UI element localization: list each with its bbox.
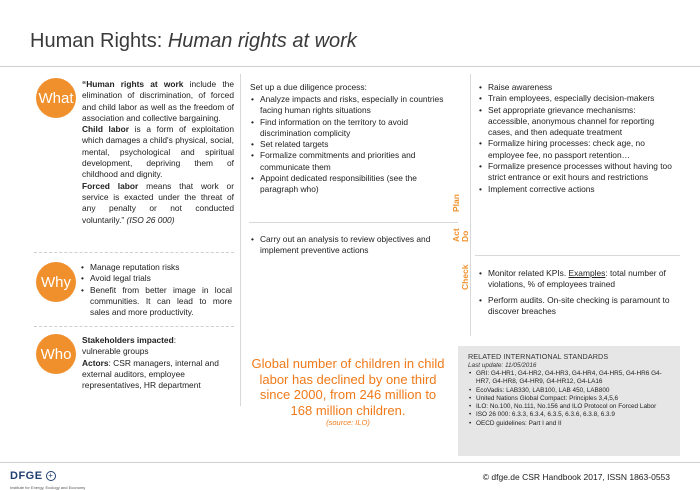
list-item: • Formalize commitments and priorities and communicate them [250,150,448,173]
list-item: • Formalize hiring processes: check age, no employee fee, no passport retention… [478,138,678,161]
footer-divider [0,462,700,463]
plan-label: Plan [451,194,461,212]
do-label: Do [460,230,470,242]
title-divider [0,66,700,67]
actors-label: Actors [82,357,109,368]
list-item: • Carry out an analysis to review objectives and implement preventive actions [250,234,450,257]
standards-heading: RELATED INTERNATIONAL STANDARDS [468,352,609,361]
what-p3-text: means that work or service is exacted under the threat of any penalty or not conducted voluntarily.” [82,180,234,225]
list-item: • United Nations Global Compact: Principles 3,4,5,6 [468,395,674,403]
list-item: • Perform audits. On-site checking is paramount to discover breaches [478,295,674,318]
stakeholders-value: vulnerable groups [82,346,149,357]
list-item: • Implement corrective actions [478,184,678,195]
who-icon [36,334,76,374]
plan-intro: Set up a due diligence process: [250,82,367,92]
what-source: (ISO 26 000) [126,214,175,225]
why-icon [36,262,76,302]
statistic-source: (source: ILO) [326,418,370,427]
do-check-divider [475,255,680,256]
logo-plus-icon: + [46,471,56,481]
what-p2-text: is a form of exploitation which damages a child's physical, social, mental, psychological and spiritual development, depriving them of childhood and dignity. [82,124,234,180]
dfge-logo [10,466,85,490]
examples-link[interactable]: Examples [568,268,606,278]
list-item: • Benefit from better image in local communities. It can lead to more sales and more productivity. [80,285,232,319]
do-list [478,82,678,195]
list-item: • Train employees, especially decision-makers [478,93,678,104]
standards-update: Last update: 11/05/2016 [468,362,537,369]
what-definition [82,79,234,226]
what-p3-bold: Forced labor [82,180,139,191]
why-list [80,262,232,318]
what-p2-bold: Child labor [82,124,130,135]
standards-list [468,370,674,428]
list-item: • ISO 26 000: 6.3.3, 6.3.4, 6.3.5, 6.3.6, 6.3.8, 6.3.9 [468,411,674,419]
check-list [478,268,674,321]
list-item: • Formalize presence processes without having too strict entrance or exit hours and restrictions [478,161,678,184]
check-label: Check [460,264,470,290]
stakeholders-colon: : [173,335,177,345]
list-item: • Manage reputation risks [80,262,232,273]
list-item: • Avoid legal trials [80,273,232,284]
why-icon-label: Why [41,273,71,291]
check-kpi-text-end: : total number of violations, % of employees trained [488,268,666,290]
check-kpi-text: Monitor related KPIs. [488,268,569,278]
list-item: • OECD guidelines: Part I and II [468,420,674,428]
child-labor-statistic [248,356,448,428]
list-item: • ILO: No.100, No.111, No.156 and ILO Protocol on Forced Labor [468,403,674,411]
what-why-divider [34,252,234,253]
statistic-text: Global number of children in child labor has declined by one third since 2000, from 246 million to 168 million children. [251,356,445,418]
title-plain: Human Rights: [30,30,168,52]
actors-value: : CSR managers, internal and external auditors, employee representatives, HR department [82,357,219,391]
standards-box [458,346,680,456]
what-icon-label: What [38,89,74,107]
list-item [478,268,674,291]
copyright-notice: © dfge.de CSR Handbook 2017, ISSN 1863-0553 [482,472,670,482]
title-italic: Human rights at work [167,30,357,52]
who-text [82,335,236,391]
act-list [250,234,450,257]
list-item: • Analyze impacts and risks, especially in countries facing human rights situations [250,94,448,117]
column-divider-right [470,74,471,336]
list-item: • Find information on the territory to avoid discrimination complicity [250,117,448,140]
act-label: Act [451,228,461,242]
who-icon-label: Who [40,345,72,363]
plan-list [250,94,448,196]
page-title [30,30,357,53]
why-who-divider [34,326,234,327]
list-item: • Raise awareness [478,82,678,93]
logo-text: DFGE [10,470,43,482]
column-divider-left [240,74,241,406]
plan-act-divider [249,222,458,223]
what-p1-bold: “Human rights at work [82,79,184,89]
list-item: • Set related targets [250,139,448,150]
stakeholders-label: Stakeholders impacted [82,335,174,345]
list-item: • Appoint dedicated responsibilities (see the paragraph who) [250,173,448,196]
list-item: • GRI: G4-HR1, G4-HR2, G4-HR3, G4-HR4, G4-HR5, G4-HR6 G4-HR7, G4-HR8, G4-HR9, G4-HR12, G4-LA16 [468,370,674,387]
what-p1-text: include the elimination of discrimination, of forced and child labor as well as the freedom of association and collective bargaining. [82,79,234,123]
list-item: • EcoVadis: LAB330, LAB100, LAB 450, LAB800 [468,387,674,395]
logo-tagline: Institute for Energy, Ecology and Economy [10,485,86,490]
list-item: • Set appropriate grievance mechanisms: accessible, anonymous channel for reporting cases, and then adequate treatment [478,105,678,139]
what-icon [36,78,76,118]
